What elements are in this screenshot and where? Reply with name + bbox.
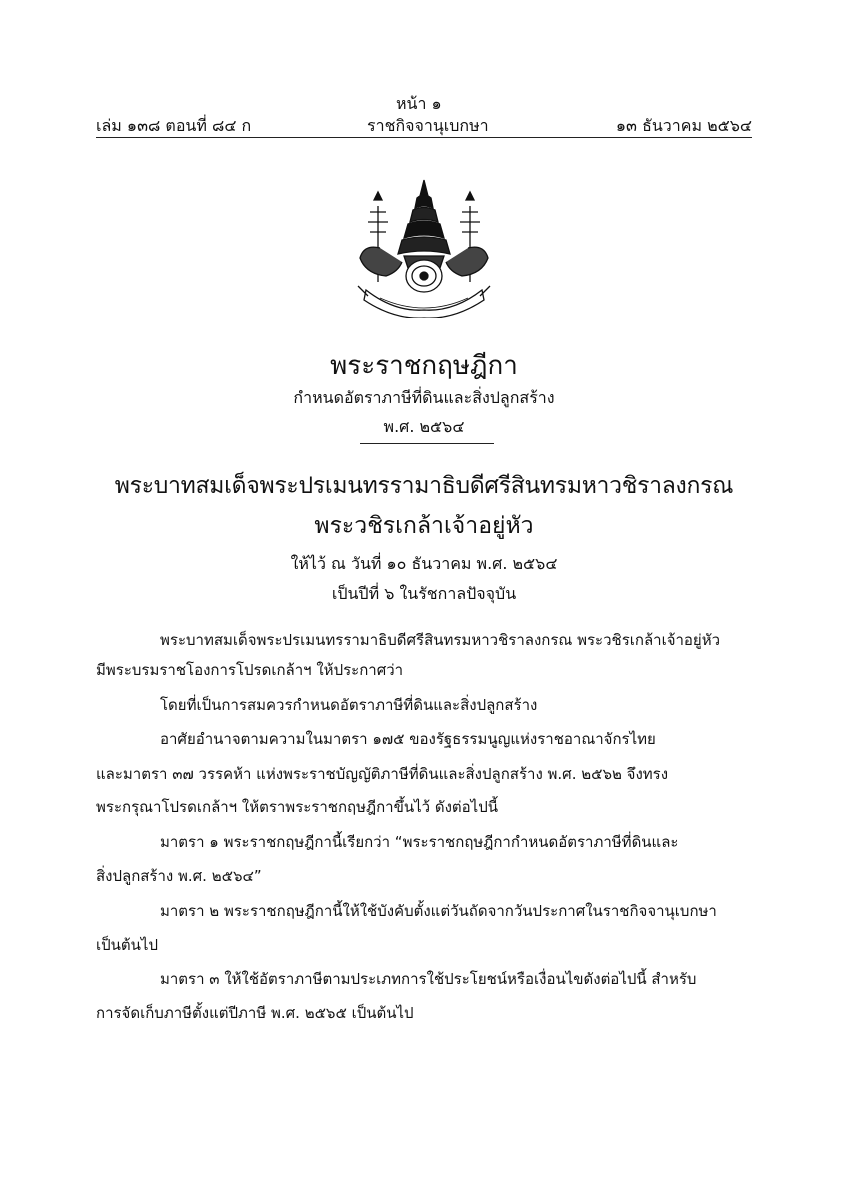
preamble-line1: พระบาทสมเด็จพระปรเมนทรรามาธิบดีศรีสินทรมหาวชิราลงกรณ พระวชิรเกล้าเจ้าอยู่หัว bbox=[160, 631, 721, 649]
authority-line1: อาศัยอำนาจตามความในมาตรา ๑๗๕ ของรัฐธรรมนูญแห่งราชอาณาจักรไทย bbox=[160, 730, 656, 748]
page-number: หน้า ๑ bbox=[396, 94, 442, 113]
section-3-line2: การจัดเก็บภาษีตั้งแต่ปีภาษี พ.ศ. ๒๕๖๕ เป็นต้นไป bbox=[96, 1004, 414, 1022]
preamble-line2: มีพระบรมราชโองการโปรดเกล้าฯ ให้ประกาศว่า bbox=[96, 661, 404, 679]
reign-year: เป็นปีที่ ๖ ในรัชกาลปัจจุบัน bbox=[331, 584, 517, 603]
authority-line3: พระกรุณาโปรดเกล้าฯ ให้ตราพระราชกฤษฎีกาขึ้นไว้ ดังต่อไปนี้ bbox=[96, 798, 498, 816]
decree-title: พระราชกฤษฎีกา bbox=[330, 351, 518, 381]
section-1-line2: สิ่งปลูกสร้าง พ.ศ. ๒๕๖๔” bbox=[96, 867, 262, 885]
king-name-line1: พระบาทสมเด็จพระปรเมนทรรามาธิบดีศรีสินทรมหาวชิราลงกรณ bbox=[114, 473, 734, 499]
volume-issue: เล่ม ๑๓๘ ตอนที่ ๘๔ ก bbox=[96, 116, 252, 135]
king-name-line2: พระวชิรเกล้าเจ้าอยู่หัว bbox=[314, 513, 534, 539]
publication-date: ๑๓ ธันวาคม ๒๕๖๔ bbox=[615, 116, 752, 135]
section-2-line2: เป็นต้นไป bbox=[96, 936, 158, 954]
decree-year: พ.ศ. ๒๕๖๔ bbox=[383, 417, 465, 436]
section-1-line1: มาตรา ๑ พระราชกฤษฎีกานี้เรียกว่า “พระราชกฤษฎีกากำหนดอัตราภาษีที่ดินและ bbox=[160, 833, 679, 851]
given-date: ให้ไว้ ณ วันที่ ๑๐ ธันวาคม พ.ศ. ๒๕๖๔ bbox=[290, 554, 558, 573]
header-rule bbox=[96, 137, 752, 138]
decree-subtitle: กำหนดอัตราภาษีที่ดินและสิ่งปลูกสร้าง bbox=[293, 388, 555, 407]
reason-paragraph: โดยที่เป็นการสมควรกำหนดอัตราภาษีที่ดินและสิ่งปลูกสร้าง bbox=[160, 696, 538, 714]
gazette-name: ราชกิจจานุเบกษา bbox=[367, 116, 489, 135]
royal-seal-icon bbox=[334, 178, 514, 318]
title-rule bbox=[360, 443, 494, 444]
authority-line2: และมาตรา ๓๗ วรรคห้า แห่งพระราชบัญญัติภาษีที่ดินและสิ่งปลูกสร้าง พ.ศ. ๒๕๖๒ จึงทรง bbox=[96, 765, 669, 783]
section-2-line1: มาตรา ๒ พระราชกฤษฎีกานี้ให้ใช้บังคับตั้งแต่วันถัดจากวันประกาศในราชกิจจานุเบกษา bbox=[160, 902, 717, 920]
section-3-line1: มาตรา ๓ ให้ใช้อัตราภาษีตามประเภทการใช้ประโยชน์หรือเงื่อนไขดังต่อไปนี้ สำหรับ bbox=[160, 970, 697, 988]
